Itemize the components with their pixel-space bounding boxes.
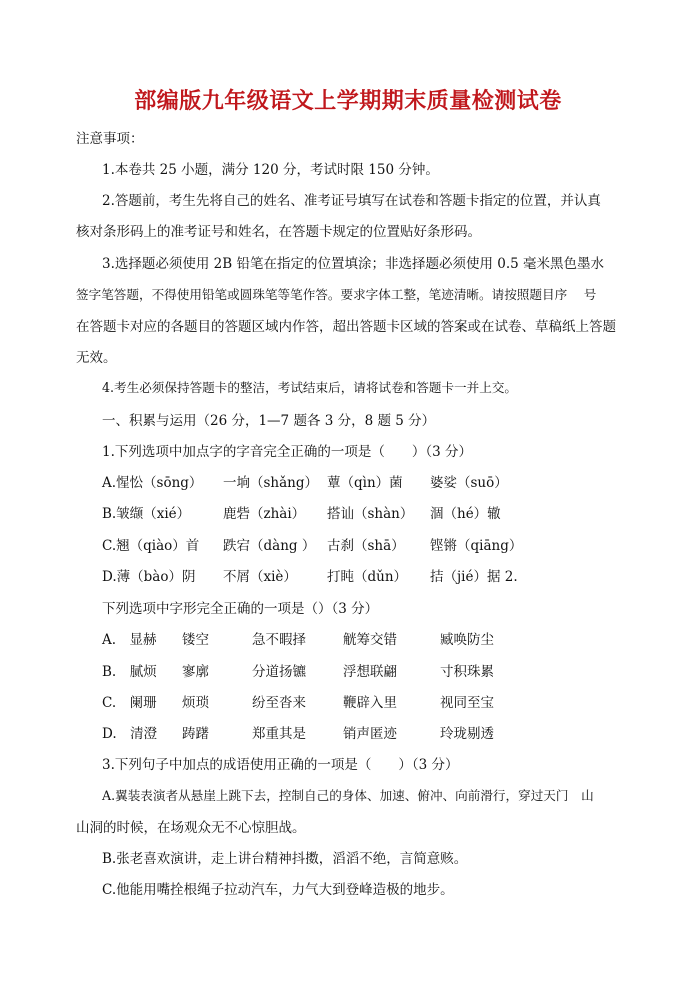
option-item: 销声匿迹 [343, 726, 397, 742]
option-item: 视同至宝 [440, 695, 494, 711]
option-item: 蕈（qìn）菌 [327, 475, 403, 491]
question-3-stem: 3.下列句子中加点的成语使用正确的一项是（ ）（3 分） [102, 757, 459, 773]
option-item: 一垧（shǎng） [223, 475, 319, 491]
notice-line: 签字笔答题，不得使用铅笔或圆珠笔等笔作答。要求字体工整，笔迹清晰。请按照题目序 号 [76, 287, 597, 302]
section-heading: 一、积累与运用（26 分，1—7 题各 3 分，8 题 5 分） [102, 413, 436, 429]
option-item: D. 清澄 [102, 726, 158, 742]
notice-line: 无效。 [76, 350, 117, 366]
option-item: 古刹（shā） [327, 538, 405, 554]
option-item: 鞭辟入里 [343, 695, 397, 711]
option-item: 踌躇 [182, 726, 209, 742]
option-item: 不屑（xiè） [223, 569, 297, 585]
option-item: 婆娑（suō） [430, 475, 508, 491]
option-item: 寥廓 [182, 664, 209, 680]
option-item: 烦琐 [182, 695, 209, 711]
question-3-line: B.张老喜欢演讲，走上讲台精神抖擞，滔滔不绝，言简意赅。 [102, 851, 468, 867]
option-item: 臧唤防尘 [440, 632, 494, 648]
option-item: 涸（hé）辙 [430, 506, 501, 522]
option-item: 玲珑剔透 [440, 726, 494, 742]
option-item: B.皱缬（xié） [102, 506, 191, 522]
notice-line: 核对条形码上的准考证号和姓名，在答题卡规定的位置贴好条形码。 [76, 224, 481, 240]
option-item: 分道扬镳 [252, 664, 306, 680]
option-item: 郑重其是 [252, 726, 306, 742]
option-item: 浮想联翩 [343, 664, 397, 680]
option-item: 镂空 [182, 632, 209, 648]
option-item: 觥筹交错 [343, 632, 397, 648]
notice-line: 1.本卷共 25 小题，满分 120 分，考试时限 150 分钟。 [102, 162, 439, 178]
option-item: D.薄（bào）阴 [102, 569, 196, 585]
question-3-line: 山洞的时候，在场观众无不心惊胆战。 [76, 820, 306, 836]
option-item: 搭讪（shàn） [327, 506, 414, 522]
question-3-line: C.他能用嘴拴根绳子拉动汽车，力气大到登峰造极的地步。 [102, 882, 454, 898]
option-item: 寸积珠累 [440, 664, 494, 680]
option-item: 鹿砦（zhài） [223, 506, 306, 522]
option-item: 急不暇择 [252, 632, 306, 648]
exam-title: 部编版九年级语文上学期期末质量检测试卷 [134, 88, 562, 114]
notice-line: 在答题卡对应的各题目的答题区域内作答，超出答题卡区域的答案或在试卷、草稿纸上答题 [76, 319, 616, 335]
option-item: 铿锵（qiāng） [430, 538, 523, 554]
notice-line: 2.答题前，考生先将自己的姓名、准考证号填写在试卷和答题卡指定的位置，并认真 [102, 193, 601, 209]
question-3-line: A.翼装表演者从悬崖上跳下去，控制自己的身体、加速、俯冲、向前滑行，穿过天门 山 [102, 788, 594, 803]
option-item: 拮（jié）据 2. [430, 569, 518, 585]
option-item: A. 显赫 [102, 632, 157, 648]
question-2-stem: 下列选项中字形完全正确的一项是（）（3 分） [102, 601, 379, 617]
option-item: B. 腻烦 [102, 664, 157, 680]
option-item: C.翘（qiào）首 [102, 538, 200, 554]
option-item: 打盹（dǔn） [327, 569, 408, 585]
option-item: A.惺忪（sōng） [102, 475, 203, 491]
notice-line: 4.考生必须保持答题卡的整洁，考试结束后，请将试卷和答题卡一并上交。 [102, 380, 518, 395]
option-item: 跌宕（dàng ） [223, 538, 316, 554]
notice-line: 3.选择题必须使用 2B 铅笔在指定的位置填涂；非选择题必须使用 0.5 毫米黑色墨水 [102, 256, 605, 272]
option-item: 纷至沓来 [252, 695, 306, 711]
question-1-stem: 1.下列选项中加点字的字音完全正确的一项是（ ）（3 分） [102, 444, 473, 460]
notice-heading: 注意事项： [76, 131, 144, 147]
option-item: C. 阑珊 [102, 695, 157, 711]
